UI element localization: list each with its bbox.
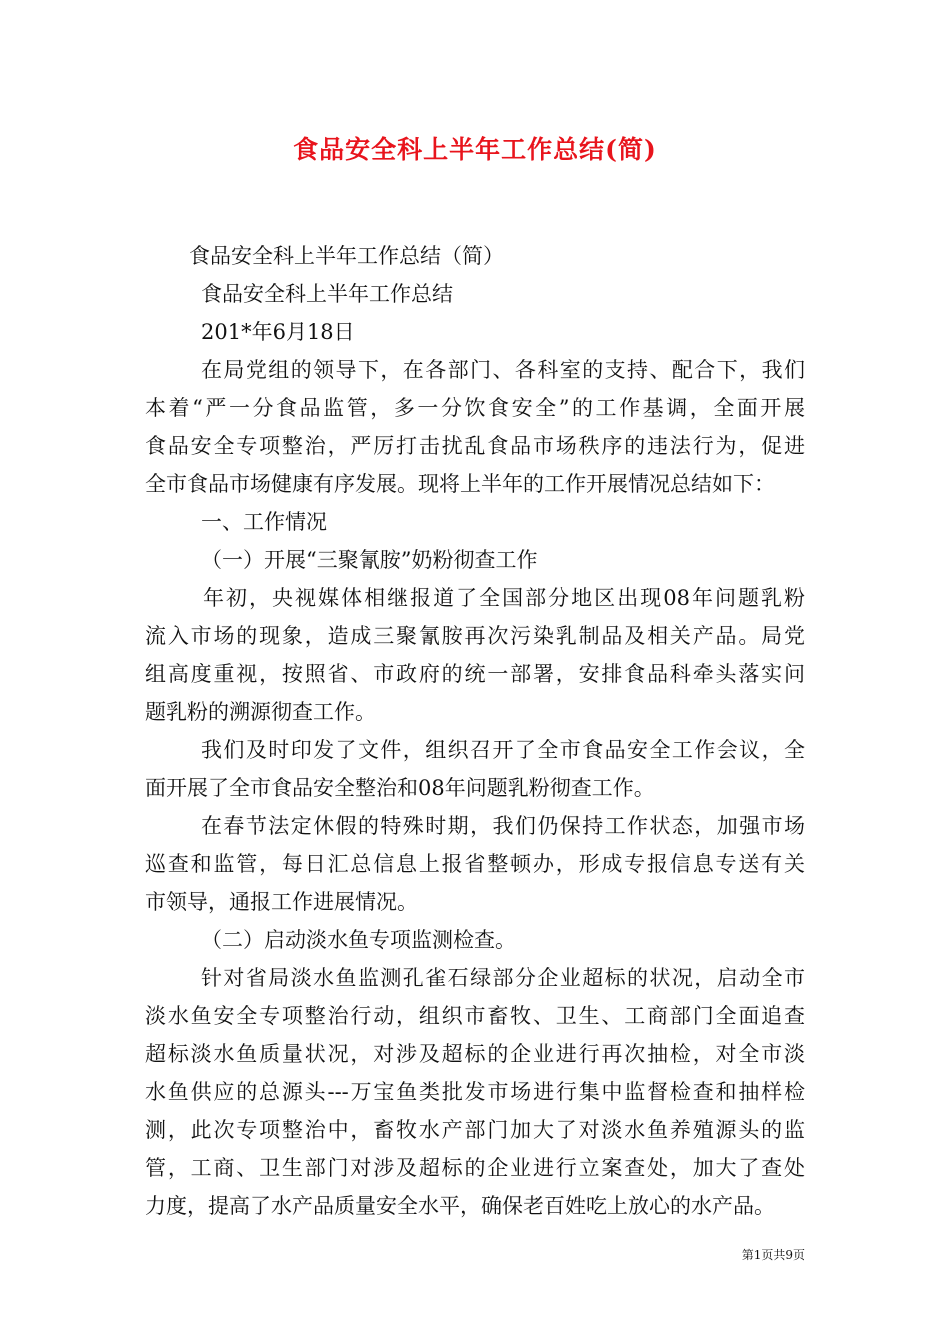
paragraph-line: 组高度重视，按照省、市政府的统一部署，安排食品科牵头落实问 xyxy=(145,662,805,686)
heading-line-2: 食品安全科上半年工作总结 xyxy=(201,282,453,306)
paragraph-line: 测，此次专项整治中，畜牧水产部门加大了对淡水鱼养殖源头的监 xyxy=(145,1118,805,1142)
paragraph-line: 年初，央视媒体相继报道了全国部分地区出现08年问题乳粉 xyxy=(203,586,805,610)
paragraph-line: 水鱼供应的总源头---万宝鱼类批发市场进行集中监督检查和抽样检 xyxy=(145,1080,805,1104)
page-number: 第1页共9页 xyxy=(741,1248,805,1262)
heading-line-1: 食品安全科上半年工作总结（简） xyxy=(189,244,504,268)
paragraph-line: 食品安全专项整治，严厉打击扰乱食品市场秩序的违法行为，促进 xyxy=(145,434,805,458)
date-line: 201*年6月18日 xyxy=(201,320,355,344)
paragraph-fish xyxy=(145,959,805,1225)
paragraph-line: 面开展了全市食品安全整治和08年问题乳粉彻查工作。 xyxy=(145,776,655,800)
document-title: 食品安全科上半年工作总结(简) xyxy=(293,135,657,164)
paragraph-intro xyxy=(145,351,805,503)
paragraph-line: 流入市场的现象，造成三聚氰胺再次污染乳制品及相关产品。局党 xyxy=(145,624,805,648)
document-body xyxy=(145,237,805,1225)
subsection-heading: （二）启动淡水鱼专项监测检查。 xyxy=(201,928,516,952)
paragraph-line: 全市食品市场健康有序发展。现将上半年的工作开展情况总结如下： xyxy=(145,472,775,496)
paragraph-line: 题乳粉的溯源彻查工作。 xyxy=(145,700,376,724)
section-heading: 一、工作情况 xyxy=(201,510,327,534)
paragraph-line: 本着“严一分食品监管，多一分饮食安全”的工作基调，全面开展 xyxy=(145,396,805,420)
paragraph-line: 超标淡水鱼质量状况，对涉及超标的企业进行再次抽检，对全市淡 xyxy=(145,1042,805,1066)
paragraph-line: 针对省局淡水鱼监测孔雀石绿部分企业超标的状况，启动全市 xyxy=(201,966,805,990)
paragraph-line: 在春节法定休假的特殊时期，我们仍保持工作状态，加强市场 xyxy=(201,814,805,838)
paragraph-line: 巡查和监管，每日汇总信息上报省整顿办，形成专报信息专送有关 xyxy=(145,852,805,876)
paragraph-line: 淡水鱼安全专项整治行动，组织市畜牧、卫生、工商部门全面追查 xyxy=(145,1004,805,1028)
paragraph-line: 管，工商、卫生部门对涉及超标的企业进行立案查处，加大了查处 xyxy=(145,1156,805,1180)
paragraph-line: 力度，提高了水产品质量安全水平，确保老百姓吃上放心的水产品。 xyxy=(145,1194,775,1218)
paragraph-documents xyxy=(145,731,805,807)
paragraph-line: 在局党组的领导下，在各部门、各科室的支持、配合下，我们 xyxy=(201,358,805,382)
paragraph-melamine xyxy=(145,579,805,731)
paragraph-holiday xyxy=(145,807,805,921)
paragraph-line: 市领导，通报工作进展情况。 xyxy=(145,890,418,914)
subsection-heading: （一）开展“三聚氰胺”奶粉彻查工作 xyxy=(201,548,538,572)
paragraph-line: 我们及时印发了文件，组织召开了全市食品安全工作会议，全 xyxy=(201,738,805,762)
